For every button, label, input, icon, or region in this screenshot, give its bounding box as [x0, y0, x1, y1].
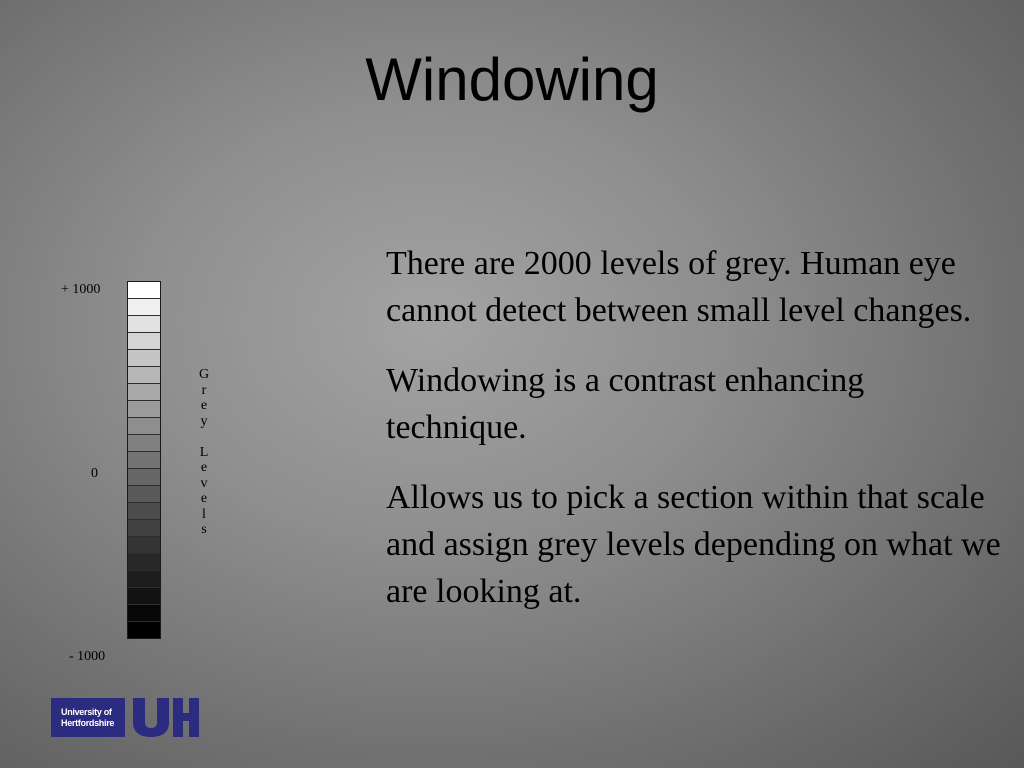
side-label-char: L: [199, 444, 209, 460]
side-label-char: e: [200, 491, 208, 506]
logo-text: [61, 707, 114, 729]
logo-text-box: [51, 698, 125, 737]
side-label-char: v: [200, 475, 208, 491]
grey-step: [128, 384, 160, 401]
logo-text-line2: Hertfordshire: [61, 718, 115, 728]
grey-step: [128, 401, 160, 418]
side-label-char: [194, 429, 214, 445]
side-label-char: r: [201, 382, 207, 398]
university-logo: [51, 698, 199, 737]
side-label-char: s: [201, 522, 207, 537]
grey-step: [128, 350, 160, 367]
grey-step: [128, 367, 160, 384]
slide-title: Windowing: [365, 46, 659, 113]
paragraph-grey-levels: There are 2000 levels of grey. Human eye cannot detect between small level changes.: [386, 245, 972, 329]
grey-step: [128, 537, 160, 554]
grey-step: [128, 333, 160, 350]
grey-step: [128, 452, 160, 469]
scale-bottom-label: - 1000: [69, 649, 106, 664]
paragraph-windowing-purpose: Allows us to pick a section within that scale and assign grey levels depending on what we are looking at.: [386, 479, 1001, 610]
side-label-char: y: [200, 413, 208, 429]
side-label-char: e: [200, 398, 208, 413]
grey-step: [128, 299, 160, 316]
grey-step: [128, 554, 160, 571]
side-label-char: l: [202, 506, 206, 522]
grey-step: [128, 605, 160, 622]
logo-text-line1: University of: [61, 707, 112, 717]
side-label-char: e: [200, 460, 208, 475]
side-label-char: G: [198, 367, 210, 382]
grey-step: [128, 469, 160, 486]
grey-step: [128, 282, 160, 299]
scale-mid-label: 0: [91, 466, 98, 481]
grey-step: [128, 571, 160, 588]
grey-step: [128, 486, 160, 503]
grey-step: [128, 622, 160, 638]
grey-level-scale: [127, 281, 161, 639]
grey-step: [128, 503, 160, 520]
grey-levels-vertical-label: [194, 367, 214, 538]
grey-step: [128, 435, 160, 452]
grey-step: [128, 588, 160, 605]
uh-monogram-icon: [129, 698, 199, 737]
body-text: [386, 240, 1006, 615]
grey-step: [128, 418, 160, 435]
paragraph-windowing-definition: Windowing is a contrast enhancing technique.: [386, 362, 865, 446]
scale-top-label: + 1000: [61, 282, 101, 297]
grey-step: [128, 316, 160, 333]
grey-step: [128, 520, 160, 537]
